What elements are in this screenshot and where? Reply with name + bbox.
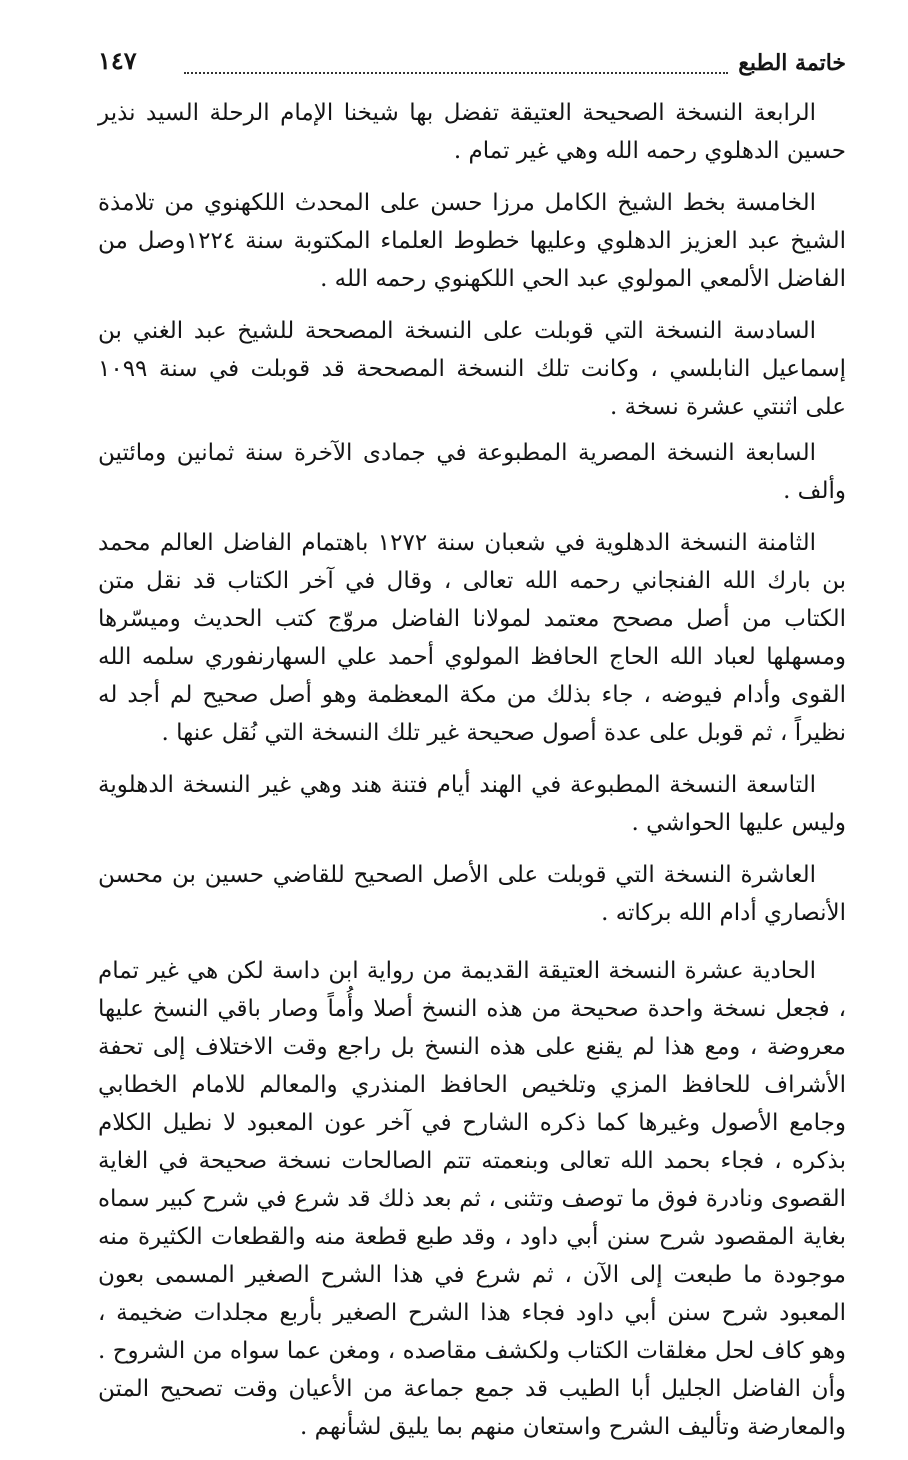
running-head-title: خاتمة الطبع <box>738 50 846 76</box>
paragraph-fifth-copy: الخامسة بخط الشيخ الكامل مرزا حسن على المحدث اللكهنوي من تلامذة الشيخ عبد العزيز الدهلوي وعليها خطوط العلماء المكتوبة سنة ١٢٢٤وصل من الفاضل الألمعي المولوي عبد الحي اللكهنوي رحمه الله . <box>98 190 846 292</box>
dotted-leader <box>184 54 728 74</box>
paragraph-seventh-copy: السابعة النسخة المصرية المطبوعة في جمادى الآخرة سنة ثمانين ومائتين وألف . <box>98 440 846 504</box>
running-header <box>98 40 846 84</box>
paragraph-tenth-copy: العاشرة النسخة التي قوبلت على الأصل الصحيح للقاضي حسين بن محسن الأنصاري أدام الله بركاته . <box>98 862 846 926</box>
page-number: ١٤٧ <box>98 46 137 75</box>
paragraph-fourth-copy: الرابعة النسخة الصحيحة العتيقة تفضل بها شيخنا الإمام الرحلة السيد نذير حسين الدهلوي رحمه الله وهي غير تمام . <box>98 100 846 164</box>
paragraph-eighth-copy: الثامنة النسخة الدهلوية في شعبان سنة ١٢٧٢ باهتمام الفاضل العالم محمد بن بارك الله الفنجاني رحمه الله تعالى ، وقال في آخر الكتاب قد نقل متن الكتاب من أصل مصحح معتمد لمولانا الفاضل مروّج كتب الحديث وميسّرها ومسهلها لعباد الله الحاج الحافظ المولوي أحمد علي السهارنفوري سلمه الله القوى وأدام فيوضه ، جاء بذلك من مكة المعظمة وهو أصل صحيح لم أجد له نظيراً ، ثم قوبل على عدة أصول صحيحة غير تلك النسخة التي نُقل عنها . <box>98 530 846 746</box>
book-page <box>98 40 846 1460</box>
paragraph-sixth-copy: السادسة النسخة التي قوبلت على النسخة المصححة للشيخ عبد الغني بن إسماعيل النابلسي ، وكانت تلك النسخة المصححة قد قوبلت في سنة ١٠٩٩ على اثنتي عشرة نسخة . <box>98 318 846 420</box>
paragraph-ninth-copy: التاسعة النسخة المطبوعة في الهند أيام فتنة هند وهي غير النسخة الدهلوية وليس عليها الحواشي . <box>98 772 846 836</box>
paragraph-eleventh-copy: الحادية عشرة النسخة العتيقة القديمة من رواية ابن داسة لكن هي غير تمام ، فجعل نسخة واحدة صحيحة من هذه النسخ أصلا وأُماً وصار باقي النسخ عليها معروضة ، ومع هذا لم يقنع على هذه النسخ بل راجع وقت الاختلاف إلى تحفة الأشراف للحافظ المزي وتلخيص الحافظ المنذري والمعالم للامام الخطابي وجامع الأصول وغيرها كما ذكره الشارح في آخر عون المعبود لا نطيل الكلام بذكره ، فجاء بحمد الله تعالى وبنعمته تتم الصالحات نسخة صحيحة في الغاية القصوى ونادرة فوق ما توصف وتثنى ، ثم بعد ذلك قد شرع في شرح كبير سماه بغاية المقصود شرح سنن أبي داود ، وقد طبع قطعة منه والقطعات الكثيرة منه موجودة ما طبعت إلى الآن ، ثم شرع في هذا الشرح الصغير المسمى بعون المعبود شرح سنن أبي داود فجاء هذا الشرح الصغير بأربع مجلدات ضخيمة ، وهو كاف لحل مغلقات الكتاب ولكشف مقاصده ، ومغن عما سواه من الشروح . وأن الفاضل الجليل أبا الطيب قد جمع جماعة من الأعيان وقت تصحيح المتن والمعارضة وتأليف الشرح واستعان منهم بما يليق لشأنهم . <box>98 958 846 1440</box>
